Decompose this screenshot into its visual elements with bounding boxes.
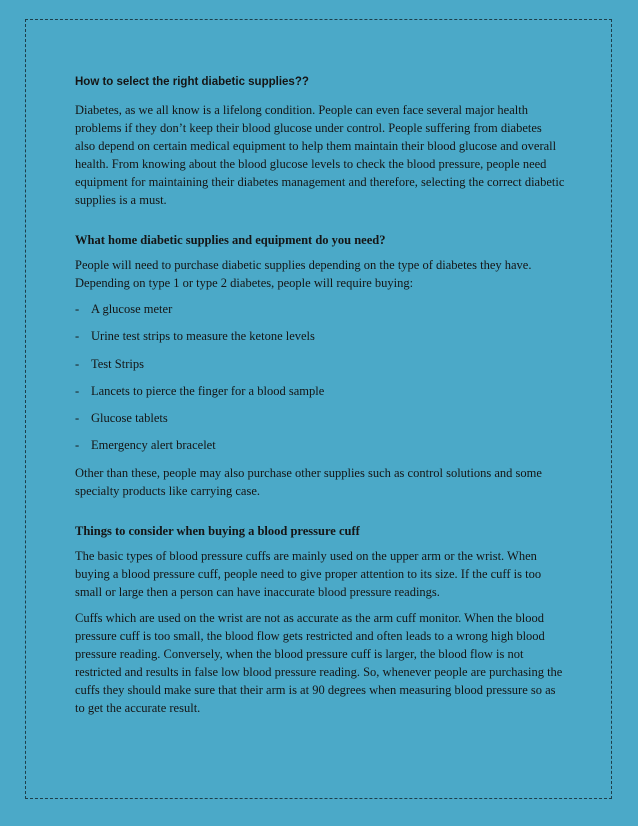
supplies-list: [75, 300, 565, 454]
list-item: [75, 355, 565, 373]
section-spacer: [75, 500, 565, 522]
section-spacer: [75, 209, 565, 231]
list-bullet: -: [75, 411, 80, 426]
list-item-text: Glucose tablets: [91, 411, 168, 426]
list-bullet: -: [75, 329, 80, 344]
list-item-text: Lancets to pierce the finger for a blood sample: [91, 383, 325, 398]
heading-home-supplies: What home diabetic supplies and equipment do you need?: [75, 233, 386, 247]
list-item: [75, 300, 565, 318]
cuff-types-paragraph: The basic types of blood pressure cuffs are mainly used on the upper arm or the wrist. When buying a blood pressure cuff, people need to give proper attention to its size. If the cuff is too small or large then a person can have inaccurate blood pressure readings.: [75, 548, 542, 599]
list-item: [75, 436, 565, 454]
document-body: [75, 74, 565, 717]
supplies-outro-paragraph: Other than these, people may also purchase other supplies such as control solutions and some specialty products like carrying case.: [75, 465, 542, 498]
heading-blood-pressure-cuff: Things to consider when buying a blood pressure cuff: [75, 523, 360, 538]
list-item-text: Emergency alert bracelet: [91, 438, 216, 453]
list-item: [75, 409, 565, 427]
list-bullet: -: [75, 383, 80, 398]
list-item: [75, 382, 565, 400]
list-item-text: A glucose meter: [91, 302, 173, 316]
cuff-accuracy-paragraph: Cuffs which are used on the wrist are not as accurate as the arm cuff monitor. When the blood pressure cuff is too small, the blood flow gets restricted and often leads to a wrong high blood pressure reading. Conversely, when the blood pressure cuff is larger, the blood flow is not restricted and results in false low blood pressure reading. So, whenever people are purchasing the cuffs they should make sure that their arm is at 90 degrees when measuring blood pressure so as to get the accurate result.: [75, 610, 563, 715]
list-item-text: Test Strips: [91, 356, 144, 371]
list-item: [75, 327, 565, 345]
list-item-text: Urine test strips to measure the ketone levels: [91, 329, 315, 344]
heading-select-supplies: How to select the right diabetic supplies??: [75, 76, 309, 88]
list-bullet: -: [75, 438, 80, 453]
supplies-intro-paragraph: People will need to purchase diabetic supplies depending on the type of diabetes they have. Depending on type 1 or type 2 diabetes, people will require buying:: [75, 258, 532, 290]
list-bullet: -: [75, 302, 80, 316]
intro-paragraph: Diabetes, as we all know is a lifelong condition. People can even face several major health problems if they don’t keep their blood glucose under control. People suffering from diabetes also depend on certain medical equipment to help them maintain their blood glucose and overall health. From knowing about the blood glucose levels to check the blood pressure, people need equipment for maintaining their diabetes management and therefore, selecting the correct diabetic supplies is a must.: [75, 103, 565, 207]
list-bullet: -: [75, 356, 80, 371]
